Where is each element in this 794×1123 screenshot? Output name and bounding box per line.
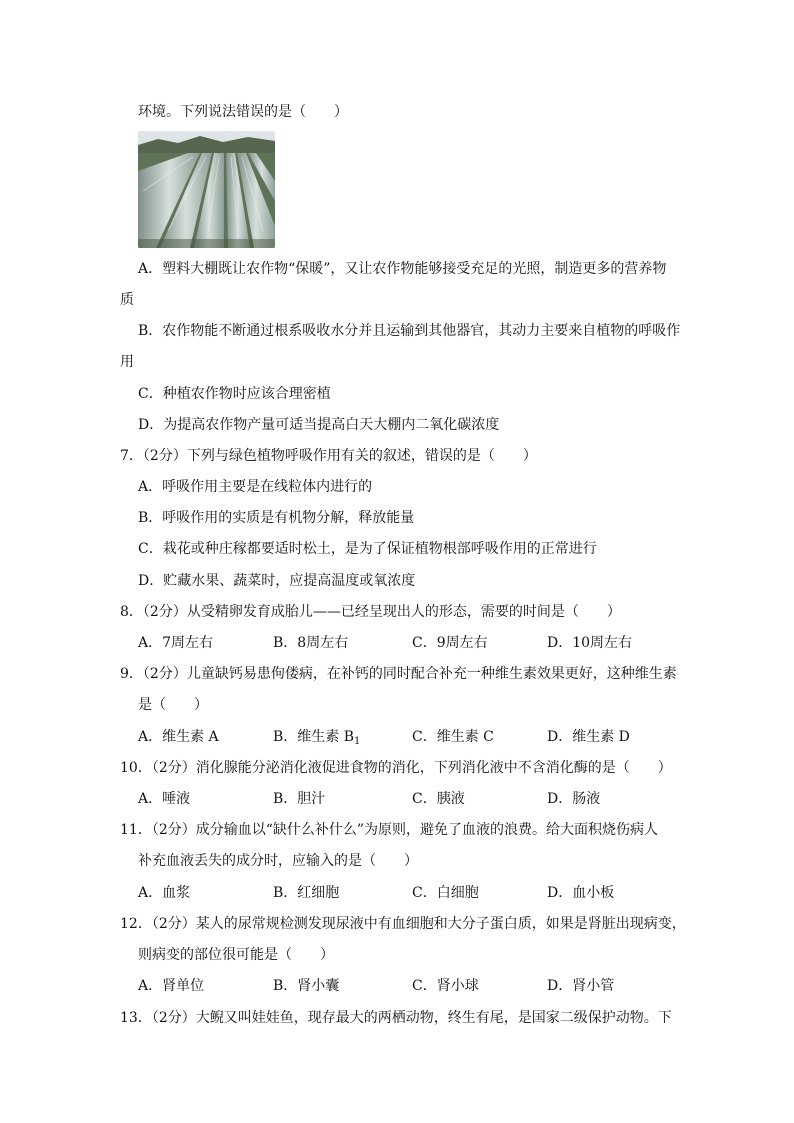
q8-option-a: A．7周左右	[138, 635, 214, 651]
q10-option-b: B．胆汁	[273, 791, 326, 807]
q8-stem: 8．（2分）从受精卵发育成胎儿——已经呈现出人的形态，需要的时间是（ ）	[120, 604, 621, 620]
q10-option-a: A．唾液	[138, 791, 191, 807]
q12-option-d: D．肾小管	[547, 978, 615, 994]
q9-option-d: D．维生素 D	[547, 729, 630, 745]
q12-option-b: B．肾小囊	[273, 978, 340, 994]
q12-stem-line2: 则病变的部位很可能是（ ）	[138, 947, 334, 963]
q11-option-a: A．血浆	[138, 885, 191, 901]
q9-option-b	[273, 727, 360, 752]
q13-stem-line1: 13．（2分）大鲵又叫娃娃鱼，现存最大的两栖动物，终生有尾，是国家二级保护动物。下	[120, 1010, 672, 1026]
q9-option-a: A．维生素 A	[138, 729, 219, 745]
q7-option-d: D．贮藏水果、蔬菜时，应提高温度或氧浓度	[138, 573, 416, 589]
q9-option-b-subscript: 1	[354, 736, 361, 747]
q10-option-d: D．肠液	[547, 791, 601, 807]
q7-option-b: B．呼吸作用的实质是有机物分解，释放能量	[138, 510, 415, 526]
q6-option-a-line1: A．塑料大棚既让农作物“保暖”，又让农作物能够接受充足的光照，制造更多的营养物	[138, 261, 667, 277]
q9-option-c: C．维生素 C	[412, 729, 494, 745]
q7-option-c: C．栽花或种庄稼都要适时松土，是为了保证植物根部呼吸作用的正常进行	[138, 541, 597, 557]
q6-option-d: D．为提高农作物产量可适当提高白天大棚内二氧化碳浓度	[138, 417, 500, 433]
q8-option-d: D．10周左右	[547, 635, 633, 651]
q6-option-b-line2: 用	[120, 354, 134, 370]
greenhouse-image	[138, 131, 275, 248]
q11-option-d: D．血小板	[547, 885, 615, 901]
q11-option-b: B．红细胞	[273, 885, 340, 901]
q6-option-b-line1: B．农作物能不断通过根系吸收水分并且运输到其他器官，其动力主要来自植物的呼吸作	[138, 323, 681, 339]
q8-option-b: B．8周左右	[273, 635, 349, 651]
q12-option-c: C．肾小球	[412, 978, 479, 994]
q9-option-b-text: B．维生素 B	[273, 729, 355, 745]
q11-stem-line1: 11．（2分）成分输血以“缺什么补什么”为原则，避免了血液的浪费。给大面积烧伤病人	[120, 822, 659, 838]
q9-stem-line2: 是（ ）	[138, 697, 208, 713]
q8-option-c: C．9周左右	[412, 635, 488, 651]
q12-option-a: A．肾单位	[138, 978, 205, 994]
q7-option-a: A．呼吸作用主要是在线粒体内进行的	[138, 479, 373, 495]
q10-option-c: C．胰液	[412, 791, 465, 807]
q9-stem-line1: 9．（2分）儿童缺钙易患佝偻病，在补钙的同时配合补充一种维生素效果更好，这种维生素	[120, 666, 677, 682]
q10-stem: 10．（2分）消化腺能分泌消化液促进食物的消化，下列消化液中不含消化酶的是（ ）	[120, 760, 672, 776]
q6-stem-tail: 环境。下列说法错误的是（ ）	[138, 104, 348, 120]
q6-option-c: C．种植农作物时应该合理密植	[138, 386, 331, 402]
q11-option-c: C．白细胞	[412, 885, 479, 901]
q7-stem: 7．（2分）下列与绿色植物呼吸作用有关的叙述，错误的是（ ）	[120, 448, 537, 464]
q11-stem-line2: 补充血液丢失的成分时，应输入的是（ ）	[138, 853, 418, 869]
q12-stem-line1: 12．（2分）某人的尿常规检测发现尿液中有血细胞和大分子蛋白质，如果是肾脏出现病变，	[120, 916, 686, 932]
greenhouse-photo	[138, 131, 275, 248]
q6-option-a-line2: 质	[120, 292, 134, 308]
